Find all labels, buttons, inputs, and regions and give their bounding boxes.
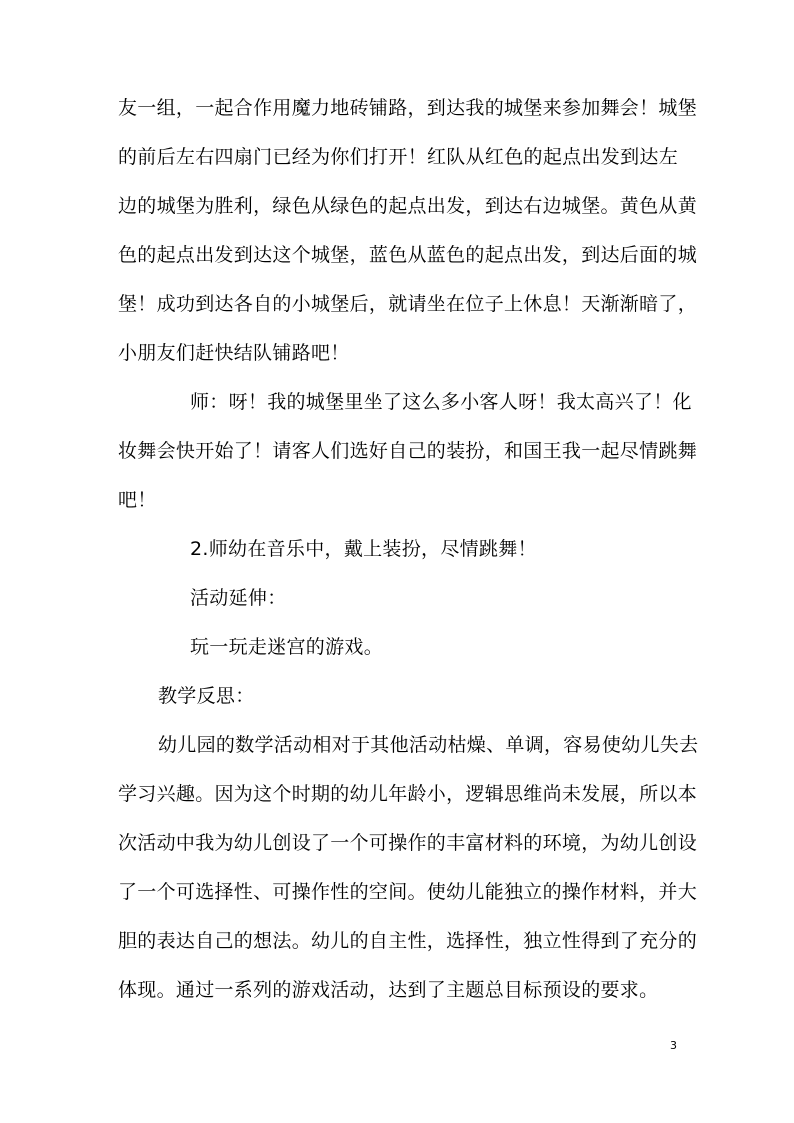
- paragraph-1-line-4: 色的起点出发到达这个城堡，蓝色从蓝色的起点出发，到达后面的城: [118, 244, 698, 266]
- paragraph-1-line-5: 堡！成功到达各自的小城堡后，就请坐在位子上休息！天渐渐暗了，: [118, 293, 698, 315]
- paragraph-1-line-3: 边的城堡为胜利，绿色从绿色的起点出发，到达右边城堡。黄色从黄: [118, 195, 698, 217]
- reflection-line-4: 了一个可选择性、可操作性的空间。使幼儿能独立的操作材料，并大: [118, 881, 698, 903]
- step-2: 2.师幼在音乐中，戴上装扮，尽情跳舞！: [190, 538, 537, 560]
- reflection-line-3: 次活动中我为幼儿创设了一个可操作的丰富材料的环境，为幼儿创设: [118, 832, 698, 854]
- extension-text: 玩一玩走迷宫的游戏。: [190, 636, 384, 658]
- reflection-line-1: 幼儿园的数学活动相对于其他活动枯燥、单调，容易使幼儿失去: [158, 734, 699, 756]
- reflection-heading: 教学反思：: [158, 685, 255, 707]
- paragraph-2-line-3: 吧！: [118, 489, 157, 511]
- paragraph-1-line-1: 友一组，一起合作用魔力地砖铺路，到达我的城堡来参加舞会！城堡: [118, 97, 698, 119]
- paragraph-2-line-2: 妆舞会快开始了！请客人们选好自己的装扮，和国王我一起尽情跳舞: [118, 440, 698, 462]
- paragraph-1-line-2: 的前后左右四扇门已经为你们打开！红队从红色的起点出发到达左: [118, 146, 678, 168]
- reflection-line-5: 胆的表达自己的想法。幼儿的自主性，选择性，独立性得到了充分的: [118, 930, 698, 952]
- paragraph-1-line-6: 小朋友们赶快结队铺路吧！: [118, 342, 350, 364]
- reflection-line-2: 学习兴趣。因为这个时期的幼儿年龄小，逻辑思维尚未发展，所以本: [118, 783, 698, 805]
- reflection-line-6: 体现。通过一系列的游戏活动，达到了主题总目标预设的要求。: [118, 979, 659, 1001]
- paragraph-2-line-1: 师：呀！我的城堡里坐了这么多小客人呀！我太高兴了！化: [190, 391, 692, 413]
- page-number: 3: [670, 1039, 677, 1052]
- extension-heading: 活动延伸：: [190, 587, 287, 609]
